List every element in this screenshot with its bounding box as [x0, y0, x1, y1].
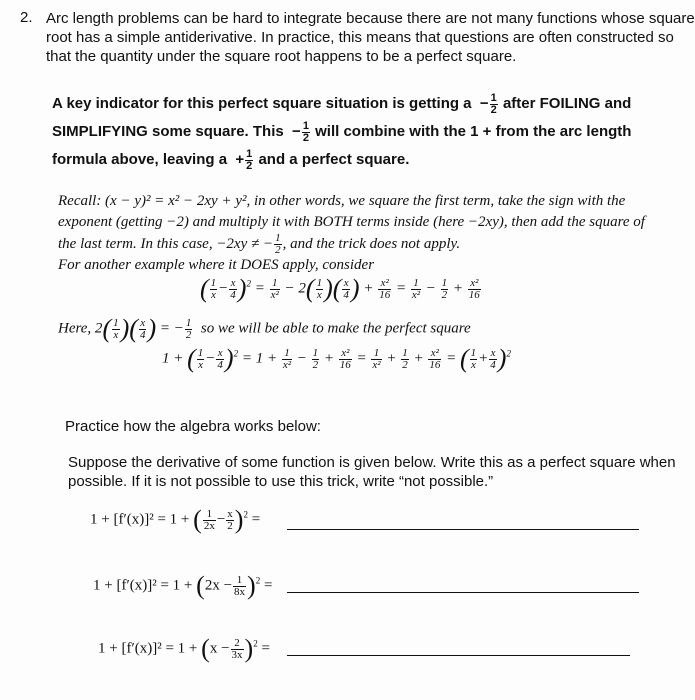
recall-paragraph [58, 191, 645, 256]
key-indicator [52, 90, 631, 174]
answer-blank-1[interactable] [287, 528, 639, 530]
intro-line-2: root has a simple antiderivative. In practice, this means that questions are often constructed so [46, 29, 674, 46]
example-equation-1: ( $\frac{1}{x}$ − $\frac{x}{4}$ )$^2$ = $\frac{1}{\text{x²}}$ − 2( $\frac{1}{x}$ )( $\frac{x}{4}$ ) + $\frac{\text{x²}}{16}$ = $\frac{1}{\text{x²}}$ − $\frac{1}{2}$ + $\frac{\text{x²}}{16}$ [200, 274, 480, 303]
fraction-neg-half: $\frac{1}{2}$ [490, 91, 497, 116]
recall-line-3: the last term. In this case, −2xy ≠ − $\frac{1}{2}$ , and the trick does not apply. [58, 232, 461, 256]
practice-instructions [68, 453, 676, 491]
practice-heading: Practice how the algebra works below: [65, 418, 321, 435]
here-line: Here, 2( $\frac{1}{x}$ )( $\frac{x}{4}$ ) = − $\frac{1}{2}$ so we will be able to make the perfect square [58, 314, 471, 343]
practice-line-2: possible. If it is not possible to use this trick, write “not possible.” [68, 473, 494, 490]
example-equation-2: 1 + ( $\frac{1}{x}$ − $\frac{x}{4}$ )$^2$ = 1 + $\frac{1}{\text{x²}}$ − $\frac{1}{2}$ + $\frac{\text{x²}}{16}$ = $\frac{1}{\text{x²}}$ + $\frac{1}{2}$ + $\frac{\text{x²}}{16}$ = ( $\frac{1}{x}$ + $\frac{x}{4}$ )$^2$ [162, 344, 511, 373]
practice-problem-3: 1 + [f′(x)]² = 1 + (x − $\frac{2}{3x}$ )$^2$ = [98, 634, 270, 663]
answer-blank-2[interactable] [287, 591, 639, 593]
intro-line-3: that the quantity under the square root happens to be a perfect square. [46, 48, 517, 65]
problem-number: 2. [20, 9, 33, 26]
problem-intro [46, 9, 695, 66]
recall-line-1: Recall: (x − y)² = x² − 2xy + y², in other words, we square the first term, take the sign with the [58, 193, 626, 209]
practice-line-1: Suppose the derivative of some function is given below. Write this as a perfect square when [68, 454, 676, 471]
recall-line-4: For another example where it DOES apply, consider [58, 257, 375, 273]
answer-blank-3[interactable] [287, 654, 630, 656]
key-line-2: SIMPLIFYING some square. This − $\frac{1}{2}$ will combine with the 1 + from the arc length [52, 119, 632, 144]
fraction-pos-half: $\frac{1}{2}$ [246, 147, 253, 172]
fraction-half: $\frac{1}{2}$ [275, 232, 281, 256]
key-line-3: formula above, leaving a + $\frac{1}{2}$ and a perfect square. [52, 147, 410, 172]
intro-line-1: Arc length problems can be hard to integrate because there are not many functions whose square [46, 10, 695, 27]
fraction-neg-half: $\frac{1}{2}$ [302, 119, 309, 144]
recall-line-2: exponent (getting −2) and multiply it with BOTH terms inside (here −2xy), then add the square of [58, 214, 645, 230]
key-line-1: A key indicator for this perfect square situation is getting a − $\frac{1}{2}$ after FOILING and [52, 91, 632, 116]
practice-problem-1: 1 + [f′(x)]² = 1 + ( $\frac{1}{2x}$ − $\frac{x}{2}$ )$^2$ = [90, 505, 261, 534]
practice-problem-2: 1 + [f′(x)]² = 1 + (2x − $\frac{1}{8x}$ )$^2$ = [93, 571, 273, 600]
